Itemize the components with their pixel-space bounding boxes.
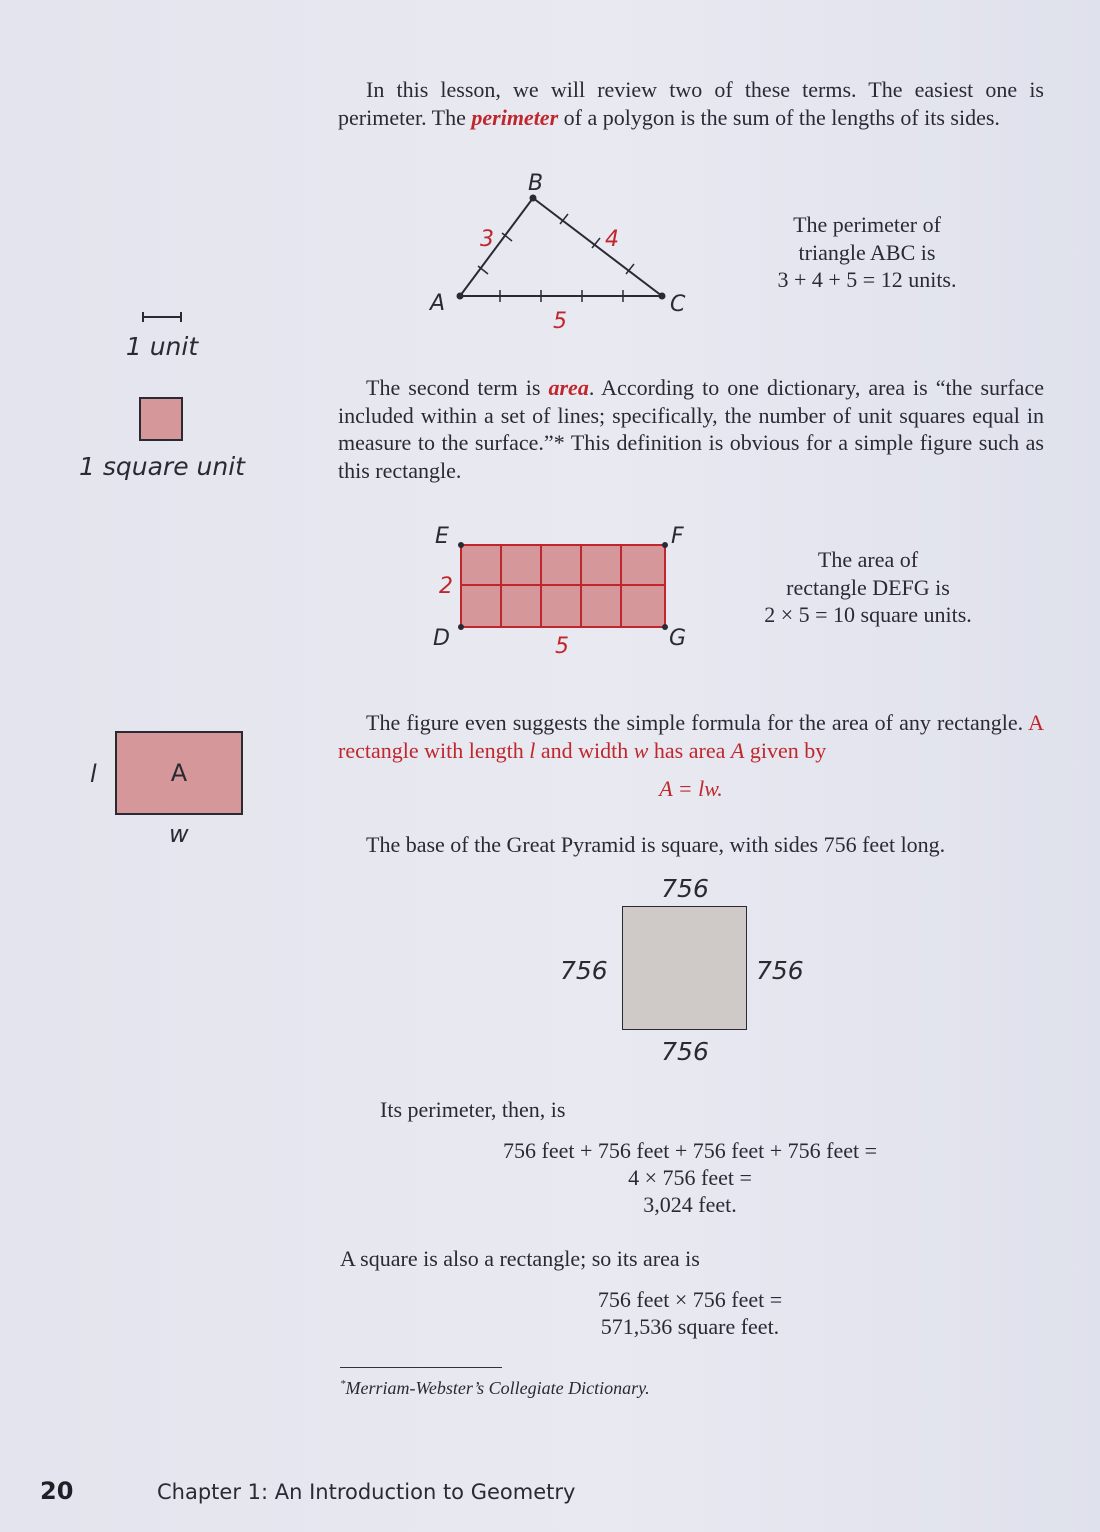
area-equation bbox=[530, 1286, 850, 1340]
label-side-ab: 3 bbox=[480, 227, 494, 252]
var-l: l bbox=[529, 737, 536, 763]
grid-cell bbox=[581, 585, 621, 627]
square-side-left: 756 bbox=[560, 956, 608, 985]
pyramid-base-square bbox=[622, 906, 747, 1030]
label-b: B bbox=[528, 171, 544, 196]
intro-text-1: In this lesson, we will review two of these terms. The easiest one is perimeter. The bbox=[338, 77, 1044, 130]
page-number: 20 bbox=[40, 1477, 74, 1505]
perimeter-intro: Its perimeter, then, is bbox=[380, 1097, 566, 1122]
label-side-height: 2 bbox=[439, 574, 453, 599]
intro-text-2: of a polygon is the sum of the lengths of its sides. bbox=[558, 104, 1000, 130]
formula-statement-a: A rectangle with length bbox=[338, 710, 1044, 763]
rectangle-diagram bbox=[425, 515, 705, 665]
rectangle-caption-line-2: rectangle DEFG is bbox=[786, 574, 950, 600]
formula-equation: A = lw. bbox=[659, 776, 723, 801]
label-f: F bbox=[671, 524, 684, 549]
triangle-caption bbox=[738, 211, 996, 294]
label-side-length: 5 bbox=[555, 634, 569, 659]
square-side-right: 756 bbox=[756, 956, 804, 985]
area-intro-square: A square is also a rectangle; so its area is bbox=[340, 1246, 700, 1271]
margin-rect-side-label: l bbox=[90, 760, 97, 788]
label-e: E bbox=[435, 524, 449, 549]
square-side-top: 756 bbox=[661, 874, 709, 903]
formula-statement-d: given by bbox=[744, 737, 827, 763]
var-w: w bbox=[633, 737, 649, 763]
term-area: area bbox=[548, 375, 589, 400]
footnote bbox=[340, 1378, 650, 1399]
chapter-title: Chapter 1: An Introduction to Geometry bbox=[157, 1480, 576, 1504]
area-paragraph bbox=[338, 374, 1044, 484]
perimeter-equation bbox=[440, 1137, 940, 1218]
label-c: C bbox=[670, 292, 686, 317]
grid-cell bbox=[501, 545, 541, 585]
vertex-g-dot bbox=[662, 624, 668, 630]
formula-text-1: The figure even suggests the simple formula for the area of any rectangle. bbox=[366, 710, 1029, 735]
grid-cell bbox=[621, 545, 665, 585]
area-text-2: . According to one dictionary, area is “the surface included within a set of lines; specifically, the number of unit squares equal in measure to the surface.”* This definition is obvious for a simple figure such as this rectangle. bbox=[338, 375, 1044, 483]
grid-cell bbox=[541, 545, 581, 585]
area-line-2: 571,536 square feet. bbox=[600, 1314, 780, 1339]
label-a: A bbox=[430, 291, 446, 316]
grid-cell bbox=[581, 545, 621, 585]
formula-statement-b: and width bbox=[535, 737, 634, 763]
area-line-1: 756 feet × 756 feet = bbox=[597, 1287, 783, 1312]
triangle-caption-line-2: triangle ABC is bbox=[798, 239, 936, 265]
rectangle-caption bbox=[728, 546, 1008, 629]
vertex-a-dot bbox=[457, 293, 464, 300]
vertex-d-dot bbox=[458, 624, 464, 630]
perimeter-line-1: 756 feet + 756 feet + 756 feet + 756 feet = bbox=[503, 1138, 877, 1163]
term-perimeter: perimeter bbox=[471, 104, 559, 130]
perimeter-line-3: 3,024 feet. bbox=[643, 1192, 737, 1217]
intro-paragraph bbox=[338, 76, 1044, 131]
grid-cell bbox=[461, 545, 501, 585]
grid-cell bbox=[461, 585, 501, 627]
triangle-diagram bbox=[420, 168, 720, 338]
unit-segment bbox=[141, 310, 183, 324]
footnote-mark: * bbox=[340, 1378, 346, 1390]
rectangle-caption-line-1: The area of bbox=[817, 547, 919, 572]
margin-rect-area-label: A bbox=[170, 759, 188, 787]
square-unit-label: 1 square unit bbox=[79, 452, 245, 481]
rectangle-caption-line-3: 2 × 5 = 10 square units. bbox=[764, 602, 972, 627]
footnote-rule bbox=[340, 1367, 502, 1368]
label-side-ac: 5 bbox=[553, 309, 567, 334]
square-unit-box bbox=[139, 397, 183, 441]
margin-rectangle bbox=[115, 731, 243, 815]
grid-cell bbox=[501, 585, 541, 627]
vertex-c-dot bbox=[659, 293, 666, 300]
square-side-bottom: 756 bbox=[661, 1037, 709, 1066]
formula-paragraph bbox=[338, 709, 1044, 764]
triangle-caption-line-3: 3 + 4 + 5 = 12 units. bbox=[777, 267, 957, 292]
perimeter-line-2: 4 × 756 feet = bbox=[628, 1165, 752, 1190]
grid-cell bbox=[621, 585, 665, 627]
formula-statement-c: has area bbox=[648, 737, 731, 763]
vertex-e-dot bbox=[458, 542, 464, 548]
var-a: A bbox=[730, 737, 745, 763]
area-text-1: The second term is bbox=[366, 375, 549, 400]
vertex-f-dot bbox=[662, 542, 668, 548]
footnote-text: Merriam-Webster’s Collegiate Dictionary. bbox=[345, 1378, 650, 1398]
label-side-bc: 4 bbox=[605, 227, 619, 252]
triangle-caption-line-1: The perimeter of bbox=[793, 212, 941, 237]
label-g: G bbox=[669, 626, 687, 651]
margin-rect-bottom-label: w bbox=[169, 820, 189, 848]
grid-cell bbox=[541, 585, 581, 627]
pyramid-sentence: The base of the Great Pyramid is square, with sides 756 feet long. bbox=[366, 832, 946, 857]
unit-label: 1 unit bbox=[125, 332, 199, 361]
label-d: D bbox=[433, 626, 450, 651]
